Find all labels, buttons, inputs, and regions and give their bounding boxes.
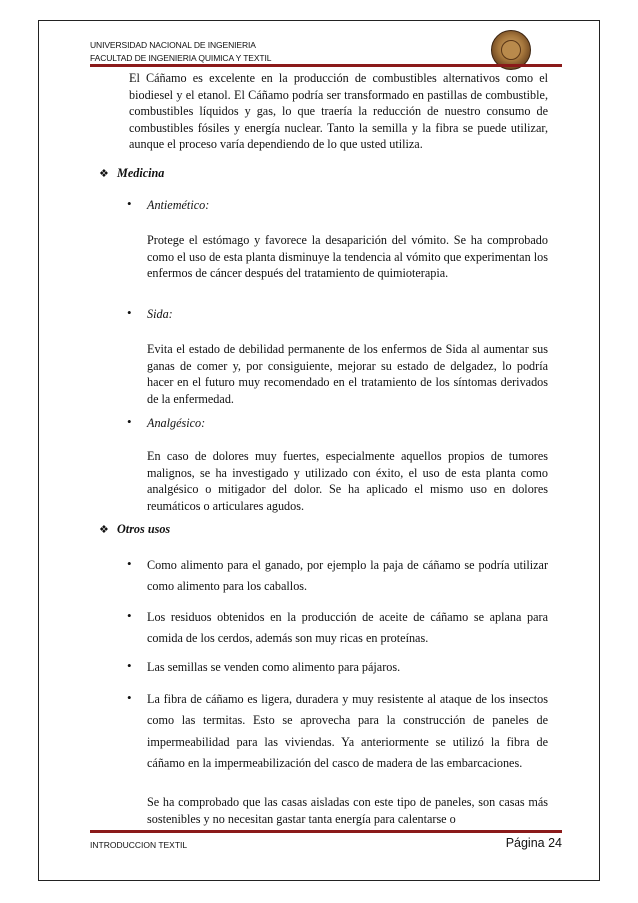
bullet-dot-icon: •: [127, 658, 132, 673]
section-heading: Medicina: [117, 166, 165, 180]
list-item: Las semillas se venden como alimento para pájaros.: [147, 660, 401, 674]
diamond-bullet-icon: ❖: [99, 524, 109, 536]
bullet-dot-icon: •: [127, 690, 132, 705]
item-text: En caso de dolores muy fuertes, especialmente aquellos propios de tumores malignos, se ha investigado y utilizado con éxito, el uso de esta planta como analgésico o mitigador del dolor. Se ha aplicado el mismo uso en dolores reumáticos o articulares agudos.: [147, 449, 548, 513]
bullet-dot-icon: •: [127, 414, 132, 429]
footer-rule: [90, 830, 562, 833]
item-title: Sida:: [147, 307, 173, 321]
item-text: Evita el estado de debilidad permanente de los enfermos de Sida al aumentar sus ganas de comer y, por consiguiente, mejorar su estado de delgadez, lo podría hacer en el futuro muy recomendado en el tratamiento de los síntomas derivados de la enfermedad.: [147, 342, 548, 406]
item-title: Analgésico:: [147, 416, 206, 430]
bullet-dot-icon: •: [127, 608, 132, 623]
header-faculty: FACULTAD DE INGENIERIA QUIMICA Y TEXTIL: [90, 53, 272, 63]
bullet-dot-icon: •: [127, 305, 132, 320]
list-item: La fibra de cáñamo es ligera, duradera y muy resistente al ataque de los insectos como las termitas. Esto se aprovecha para la construcción de paneles de impermeabilidad para las viviendas. Ya anteriormente se utilizó la fibra de cáñamo en la impermeabilización del casco de madera de las embarcaciones.: [147, 692, 548, 771]
header-rule: [90, 64, 562, 67]
continuation-paragraph: Se ha comprobado que las casas aisladas con este tipo de paneles, son casas más sostenibles y no necesitan gastar tanta energía para calentarse o: [147, 795, 548, 826]
intro-paragraph: El Cáñamo es excelente en la producción de combustibles alternativos como el biodiesel y el etanol. El Cáñamo podría ser transformado en pastillas de combustible, combustibles líquidos y gas, lo que traería la reducción de nuestro consumo de combustibles fósiles y energía nuclear. Tanto la semilla y la fibra se puede utilizar, aunque el proceso varía dependiendo de lo que usted utiliza.: [129, 71, 548, 152]
item-title: Antiemético:: [147, 198, 210, 212]
footer-title: INTRODUCCION TEXTIL: [90, 840, 188, 850]
page-number: Página 24: [505, 836, 562, 850]
diamond-bullet-icon: ❖: [99, 168, 109, 180]
list-item: Los residuos obtenidos en la producción de aceite de cáñamo se aplana para comida de los cerdos, además son muy ricas en proteínas.: [147, 610, 548, 646]
list-item: Como alimento para el ganado, por ejemplo la paja de cáñamo se podría utilizar como alimento para los caballos.: [147, 558, 548, 594]
header-university: UNIVERSIDAD NACIONAL DE INGENIERIA: [90, 40, 256, 50]
bullet-dot-icon: •: [127, 556, 132, 571]
item-text: Protege el estómago y favorece la desaparición del vómito. Se ha comprobado como el uso de esta planta disminuye la tendencia al vómito que experimentan los enfermos de cáncer después del tratamiento de quimioterapia.: [147, 233, 548, 281]
section-heading: Otros usos: [117, 522, 171, 536]
bullet-dot-icon: •: [127, 196, 132, 211]
